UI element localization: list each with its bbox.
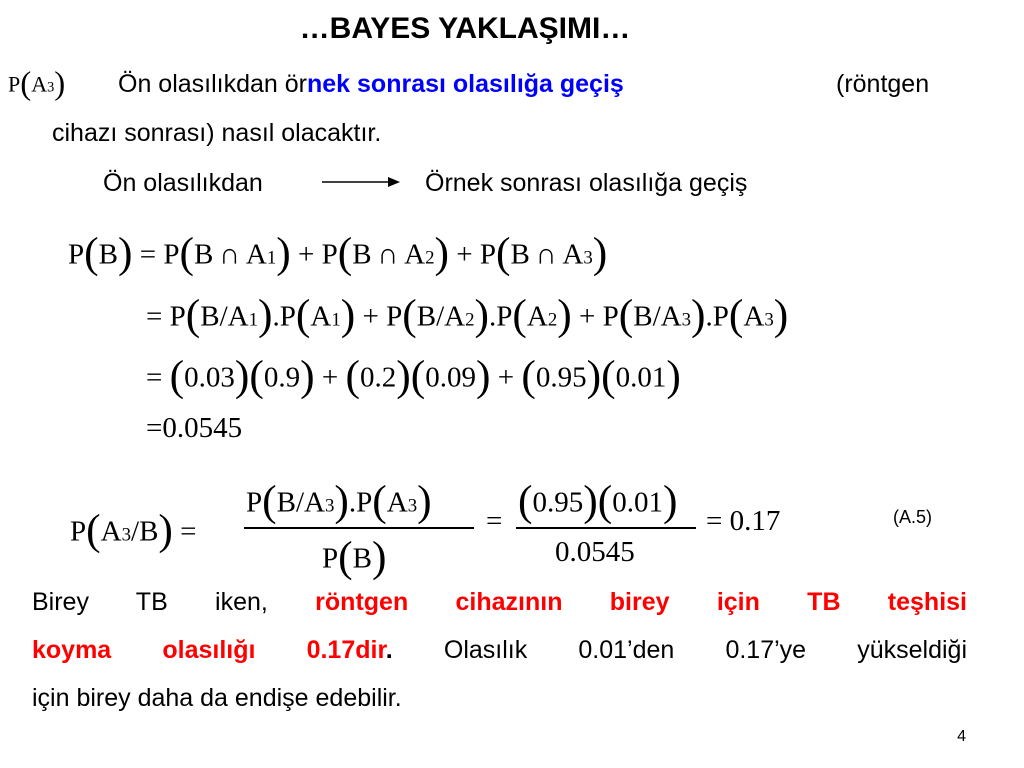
bayes-denominator-1: P(B) (322, 533, 387, 581)
conclusion-line-3: için birey daha da endişe edebilir. (32, 684, 402, 712)
intro-line-2: cihazı sonrası) nasıl olacaktır. (52, 119, 382, 147)
bayes-denominator-2: 0.0545 (555, 536, 635, 568)
fraction-bar-1 (244, 527, 474, 529)
intro-line-1 (118, 70, 624, 99)
equation-line-2: = $P(B/A_1).P(A_1) + P(B/A_2).P(A_2) + P(B/A_3).P(A_3)$ (146, 291, 789, 339)
conclusion-highlight-1: röntgen cihazının birey için TB teşhisi (315, 588, 968, 616)
bayes-equals-2: = (486, 505, 503, 537)
conclusion-line-2 (32, 636, 967, 665)
bayes-result: = 0.17 (706, 505, 781, 537)
intro-text-highlight: nek sonrası olasılığa geçiş (307, 70, 624, 98)
intro-text-plain: Ön olasılıkdan ör (118, 70, 307, 98)
bayes-numerator-1: $P(B/A_3).P(A_3)$ (246, 477, 432, 525)
conclusion-plain-1: Birey TB iken, (32, 588, 268, 616)
fraction-bar-2 (516, 527, 696, 529)
flow-to-label: Örnek sonrası olasılığa geçiş (425, 169, 748, 197)
bayes-numerator-2: (0.95)(0.01) (518, 477, 678, 525)
conclusion-highlight-2: koyma olasılığı 0.17dir (32, 636, 386, 664)
page-number: 4 (957, 728, 966, 745)
conclusion-plain-2: Olasılık 0.01’den 0.17’ye yükseldiği (443, 636, 967, 664)
conclusion-line-1 (32, 588, 967, 617)
flow-from-label: Ön olasılıkdan (103, 169, 263, 197)
p-a3-symbol: $P(A_3)$ (8, 66, 66, 102)
slide-title: …BAYES YAKLAŞIMI… (299, 12, 631, 45)
intro-text-parenthetical: (röntgen (836, 70, 930, 98)
bayes-lhs: $P(A_3/B)$ = (70, 506, 197, 554)
equation-line-4: =0.0545 (146, 412, 243, 444)
equation-line-1: P(B) = P(B ∩ $A_1) + P(B$ ∩ $A_2) + P(B$ ∩ $A_3$) (68, 229, 608, 277)
arrow-right-icon (320, 174, 402, 190)
equation-line-3: = (0.03)(0.9) + (0.2)(0.09) + (0.95)(0.01) (146, 352, 681, 400)
conclusion-period: . (385, 636, 393, 664)
equation-label: (A.5) (893, 507, 933, 527)
